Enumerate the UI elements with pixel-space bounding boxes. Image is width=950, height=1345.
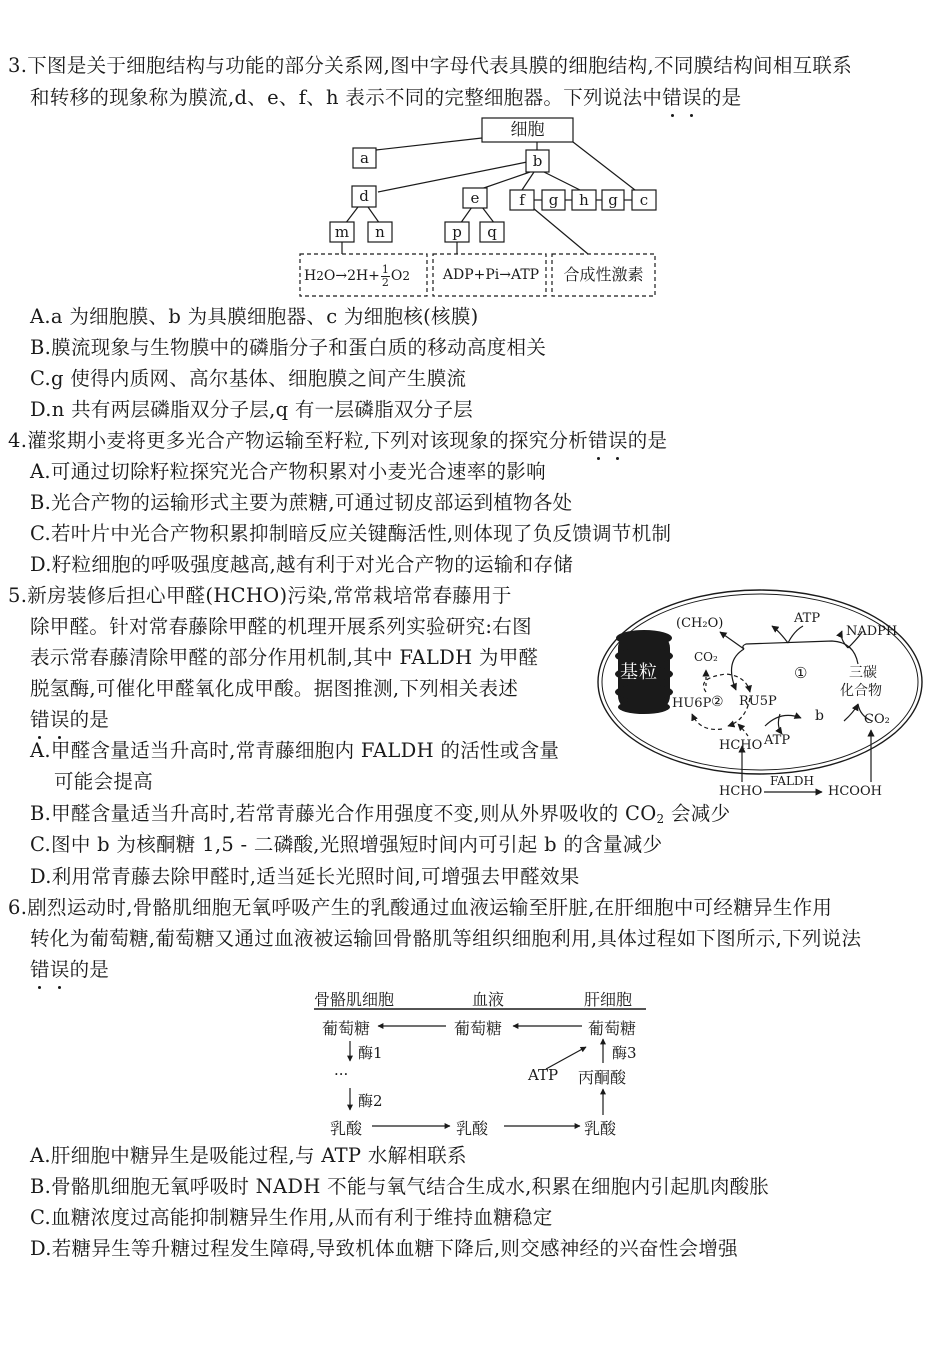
q6-stem-line1: 6.剧烈运动时,骨骼肌细胞无氧呼吸产生的乳酸通过血液运输至肝脏,在肝细胞中可经糖异生作用 — [8, 896, 833, 919]
node-d: d — [359, 187, 369, 205]
cycle-2-marker: ② — [711, 694, 724, 710]
emphasis-char: 误 — [49, 708, 70, 731]
hcooh-label: HCOOH — [828, 784, 882, 799]
q6-option-b[interactable]: B.骨骼肌细胞无氧呼吸时 NADH 不能与氧气结合生成水,积累在细胞内引起肌肉酸胀 — [30, 1175, 770, 1198]
q5-stem-line1: 5.新房装修后担心甲醛(HCHO)污染,常常栽培常春藤用于 — [8, 584, 512, 607]
q5-stem-line3: 表示常春藤清除甲醛的部分作用机制,其中 FALDH 为甲醛 — [30, 646, 539, 669]
q4-option-c[interactable]: C.若叶片中光合产物积累抑制暗反应关键酶活性,则体现了负反馈调节机制 — [30, 522, 672, 545]
cycle-1-marker: ① — [794, 664, 808, 682]
q4-number: 4. — [8, 429, 28, 452]
q6-cori-cycle-diagram — [310, 985, 650, 1138]
node-h: h — [579, 191, 589, 209]
ru5p-label: RU5P — [739, 694, 777, 709]
node-g: g — [548, 191, 559, 209]
q5-option-a[interactable]: A.甲醛含量适当升高时,常青藤细胞内 FALDH 的活性或含量 — [30, 739, 560, 762]
fraction: $\frac{1}{2}$ — [381, 262, 389, 289]
q3-stem-line2: 和转移的现象称为膜流,d、e、f、h 表示不同的完整细胞器。下列说法中错误的是 — [30, 86, 742, 109]
header-blood: 血液 — [472, 990, 505, 1009]
glucose-blood: 葡萄糖 — [454, 1019, 503, 1038]
q5-option-b[interactable]: B.甲醛含量适当升高时,若常青藤光合作用强度不变,则从外界吸收的 $CO_2$ 会减少 — [30, 802, 731, 826]
enzyme-2-label: 酶2 — [358, 1092, 383, 1110]
q3-option-d[interactable]: D.n 共有两层磷脂双分子层,q 有一层磷脂双分子层 — [30, 398, 474, 421]
node-g2: g — [608, 191, 618, 209]
co2-left-label: CO₂ — [694, 650, 718, 664]
q3-stem-line1: 3.下图是关于细胞结构与功能的部分关系网,图中字母代表具膜的细胞结构,不同膜结构间相互联系 — [8, 54, 853, 77]
node-q: q — [487, 223, 497, 241]
three-carbon-label-2: 化合物 — [840, 683, 882, 699]
faldh-label: FALDH — [770, 774, 815, 788]
node-n: n — [375, 223, 385, 241]
emphasis-char: 误 — [49, 958, 70, 981]
emphasis-char: 错 — [588, 429, 608, 452]
q5-option-d[interactable]: D.利用常青藤去除甲醛时,适当延长光照时间,可增强去甲醛效果 — [30, 865, 580, 888]
node-e: e — [470, 189, 480, 207]
q5-number: 5. — [8, 584, 28, 607]
q5-option-a-continued: 可能会提高 — [54, 770, 154, 793]
synthesize-sex-hormone-label: 合成性激素 — [563, 265, 644, 284]
hcho-outer-label: HCHO — [719, 784, 763, 799]
q3-cell-structure-diagram — [290, 112, 670, 302]
node-f: f — [519, 191, 525, 209]
enzyme-3-label: 酶3 — [612, 1044, 637, 1062]
co2-right-label: CO₂ — [864, 712, 890, 727]
glucose-muscle: 葡萄糖 — [322, 1019, 371, 1038]
q5-chloroplast-diagram — [596, 586, 930, 806]
header-skeletal-muscle-cell: 骨骼肌细胞 — [314, 990, 395, 1009]
atp-top-label: ATP — [794, 611, 821, 626]
q4-option-a[interactable]: A.可通过切除籽粒探究光合产物积累对小麦光合速率的影响 — [30, 460, 546, 483]
node-b: b — [532, 152, 543, 170]
enzyme-1-label: 酶1 — [358, 1044, 383, 1062]
q4-option-b[interactable]: B.光合产物的运输形式主要为蔗糖,可通过韧皮部运到植物各处 — [30, 491, 573, 514]
node-cell: 细胞 — [510, 120, 545, 140]
grana-label: 基粒 — [620, 662, 658, 683]
emphasis-char: 错 — [30, 708, 50, 731]
header-liver-cell: 肝细胞 — [584, 990, 633, 1009]
q5-stem-line2: 除甲醛。针对常春藤除甲醛的机理开展系列实验研究:右图 — [30, 615, 532, 638]
lactate-muscle: 乳酸 — [330, 1119, 363, 1138]
q3-option-b[interactable]: B.膜流现象与生物膜中的磷脂分子和蛋白质的移动高度相关 — [30, 336, 547, 359]
b-label: b — [815, 708, 824, 724]
node-m: m — [334, 223, 350, 241]
nadph-label: NADPH — [846, 624, 898, 639]
q6-number: 6. — [8, 896, 28, 919]
ellipsis: ··· — [334, 1065, 349, 1083]
lactate-blood: 乳酸 — [456, 1119, 489, 1138]
node-c: c — [639, 191, 649, 209]
q5-option-c[interactable]: C.图中 b 为核酮糖 1,5 - 二磷酸,光照增强短时间内可引起 b 的含量减少 — [30, 833, 663, 856]
q5-stem-line4: 脱氢酶,可催化甲醛氧化成甲酸。据图推测,下列相关表述 — [30, 677, 519, 700]
node-p: p — [452, 223, 462, 241]
hcho-inner-label: HCHO — [719, 738, 763, 753]
atp-label: ATP — [528, 1066, 559, 1084]
q3-option-a[interactable]: A.a 为细胞膜、b 为具膜细胞器、c 为细胞核(核膜) — [30, 305, 479, 328]
q6-option-a[interactable]: A.肝细胞中糖异生是吸能过程,与 ATP 水解相联系 — [30, 1144, 467, 1167]
q3-number: 3. — [8, 54, 28, 77]
q6-option-c[interactable]: C.血糖浓度过高能抑制糖异生作用,从而有利于维持血糖稳定 — [30, 1206, 553, 1229]
lactate-liver: 乳酸 — [584, 1119, 617, 1138]
emphasis-char: 错 — [662, 86, 683, 109]
water-photolysis-formula: H 2 O→2H+ $\frac{1}{2}$ O 2 — [304, 262, 411, 289]
emphasis-char: 错 — [30, 958, 50, 981]
q6-stem-line3: 错误的是 — [30, 958, 110, 981]
pyruvate-liver: 丙酮酸 — [578, 1068, 627, 1087]
node-a: a — [360, 149, 369, 167]
q4-option-d[interactable]: D.籽粒细胞的呼吸强度越高,越有利于对光合产物的运输和存储 — [30, 553, 574, 576]
q5-stem-line5: 错误的是 — [30, 708, 110, 731]
q6-option-d[interactable]: D.若糖异生等升糖过程发生障碍,导致机体血糖下降后,则交感神经的兴奋性会增强 — [30, 1237, 738, 1260]
glucose-liver: 葡萄糖 — [588, 1019, 637, 1038]
q3-option-c[interactable]: C.g 使得内质网、高尔基体、细胞膜之间产生膜流 — [30, 367, 467, 390]
emphasis-char: 误 — [607, 429, 628, 452]
atp-synthesis-formula: ADP+Pi→ATP — [442, 267, 540, 283]
ch2o-label: (CH₂O) — [676, 616, 724, 631]
three-carbon-label-1: 三碳 — [849, 665, 877, 681]
atp-bottom-label: ATP — [764, 733, 791, 748]
q6-stem-line2: 转化为葡萄糖,葡萄糖又通过血液被运输回骨骼肌等组织细胞利用,具体过程如下图所示,下列说法 — [30, 927, 862, 950]
q4-stem: 4.灌浆期小麦将更多光合产物运输至籽粒,下列对该现象的探究分析错误的是 — [8, 429, 668, 452]
hu6p-label: HU6P — [672, 696, 712, 711]
emphasis-char: 误 — [682, 86, 702, 109]
